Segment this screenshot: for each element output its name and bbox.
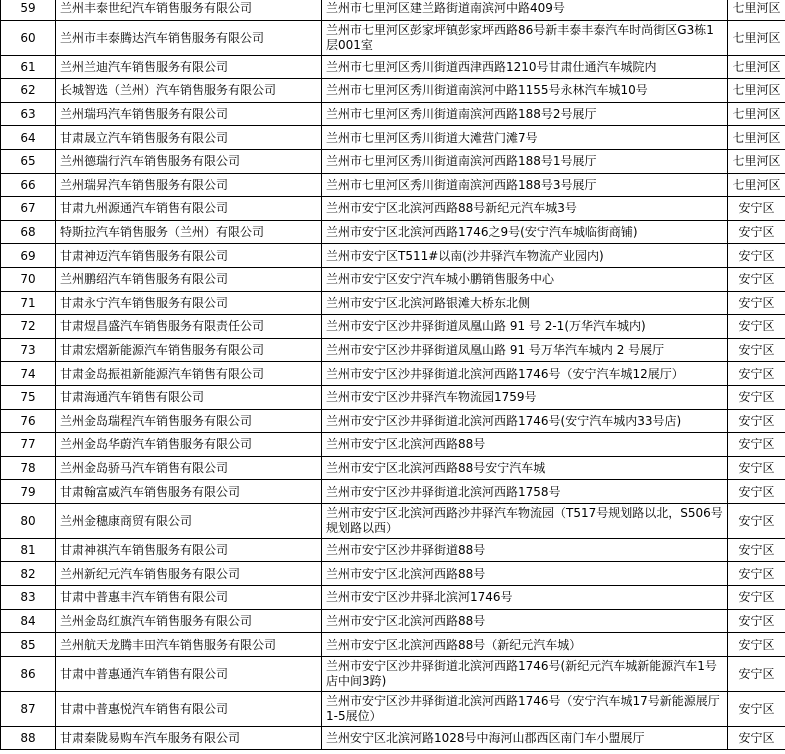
address: 兰州市七里河区秀川街道西津西路1210号甘肃仕通汽车城院内 <box>322 55 728 79</box>
district: 安宁区 <box>728 385 785 409</box>
address: 兰州市安宁区沙井驿街道凤凰山路 91 号 2-1(万华汽车城内) <box>322 315 728 339</box>
company-name: 兰州金岛瑞程汽车销售服务有限公司 <box>56 409 322 433</box>
district: 七里河区 <box>728 0 785 20</box>
district: 安宁区 <box>728 267 785 291</box>
company-name: 甘肃中普惠通汽车销售有限公司 <box>56 656 322 691</box>
address: 兰州市安宁区北滨河西路沙井驿汽车物流园（T517号规划路以北，S506号规划路以西） <box>322 503 728 538</box>
table-row <box>1 173 785 197</box>
address: 兰州市安宁区北滨河西路88号 <box>322 433 728 457</box>
district: 七里河区 <box>728 79 785 103</box>
table-row <box>1 55 785 79</box>
district: 安宁区 <box>728 503 785 538</box>
address: 兰州市七里河区秀川街道大滩营门滩7号 <box>322 126 728 150</box>
row-number: 81 <box>1 538 56 562</box>
table-row <box>1 633 785 657</box>
company-name: 兰州金岛华蔚汽车销售服务有限公司 <box>56 433 322 457</box>
district: 七里河区 <box>728 126 785 150</box>
company-name: 甘肃中普惠悦汽车销售有限公司 <box>56 691 322 726</box>
row-number: 70 <box>1 267 56 291</box>
row-number: 88 <box>1 726 56 750</box>
address: 兰州市安宁区沙井驿街道北滨河西路1746号（安宁汽车城12展厅） <box>322 362 728 386</box>
row-number: 61 <box>1 55 56 79</box>
company-name: 兰州市丰泰腾达汽车销售服务有限公司 <box>56 20 322 55</box>
row-number: 71 <box>1 291 56 315</box>
address: 兰州市七里河区秀川街道南滨河西路188号2号展厅 <box>322 102 728 126</box>
company-name: 甘肃煜昌盛汽车销售服务有限责任公司 <box>56 315 322 339</box>
district: 七里河区 <box>728 102 785 126</box>
district: 安宁区 <box>728 456 785 480</box>
table-row <box>1 79 785 103</box>
company-name: 兰州新纪元汽车销售服务有限公司 <box>56 562 322 586</box>
row-number: 76 <box>1 409 56 433</box>
table-row <box>1 20 785 55</box>
address: 兰州市安宁区沙井驿街道北滨河西路1746号(新纪元汽车城新能源汽车1号店中间3跨) <box>322 656 728 691</box>
table-row <box>1 726 785 750</box>
district: 安宁区 <box>728 726 785 750</box>
table-row <box>1 503 785 538</box>
row-number: 60 <box>1 20 56 55</box>
row-number: 63 <box>1 102 56 126</box>
table-row <box>1 338 785 362</box>
address: 兰州市安宁区安宁汽车城小鹏销售服务中心 <box>322 267 728 291</box>
table-row <box>1 586 785 610</box>
table-row <box>1 126 785 150</box>
address: 兰州市安宁区北滨河西路88号安宁汽车城 <box>322 456 728 480</box>
district: 安宁区 <box>728 244 785 268</box>
company-name: 兰州瑞昇汽车销售服务有限公司 <box>56 173 322 197</box>
row-number: 85 <box>1 633 56 657</box>
district: 安宁区 <box>728 197 785 221</box>
row-number: 74 <box>1 362 56 386</box>
company-name: 兰州航天龙腾丰田汽车销售服务有限公司 <box>56 633 322 657</box>
table-row <box>1 409 785 433</box>
address: 兰州市安宁区沙井驿街道凤凰山路 91 号万华汽车城内 2 号展厅 <box>322 338 728 362</box>
row-number: 75 <box>1 385 56 409</box>
district: 安宁区 <box>728 362 785 386</box>
row-number: 86 <box>1 656 56 691</box>
row-number: 73 <box>1 338 56 362</box>
row-number: 67 <box>1 197 56 221</box>
row-number: 87 <box>1 691 56 726</box>
address: 兰州安宁区北滨河路1028号中海河山郡西区南门车小盟展厅 <box>322 726 728 750</box>
company-name: 兰州瑞玛汽车销售服务有限公司 <box>56 102 322 126</box>
table-row <box>1 102 785 126</box>
address: 兰州市七里河区秀川街道南滨河西路188号3号展厅 <box>322 173 728 197</box>
address: 兰州市七里河区秀川街道南滨河中路1155号永林汽车城10号 <box>322 79 728 103</box>
address: 兰州市安宁区沙井驿街道北滨河西路1746号（安宁汽车城17号新能源展厅1-5展位） <box>322 691 728 726</box>
company-name: 甘肃神迈汽车销售服务有限公司 <box>56 244 322 268</box>
address: 兰州市安宁区北滨河西路88号 <box>322 609 728 633</box>
address: 兰州市安宁区沙井驿街道88号 <box>322 538 728 562</box>
table-row <box>1 149 785 173</box>
district: 安宁区 <box>728 433 785 457</box>
address: 兰州市安宁区北滨河路银滩大桥东北侧 <box>322 291 728 315</box>
row-number: 68 <box>1 220 56 244</box>
address: 兰州市安宁区北滨河西路88号（新纪元汽车城） <box>322 633 728 657</box>
district: 安宁区 <box>728 480 785 504</box>
company-name: 兰州金岛红旗汽车销售服务有限公司 <box>56 609 322 633</box>
row-number: 65 <box>1 149 56 173</box>
company-name: 甘肃秦陇易购车汽车服务有限公司 <box>56 726 322 750</box>
table-row <box>1 362 785 386</box>
row-number: 77 <box>1 433 56 457</box>
table-row <box>1 538 785 562</box>
table-row <box>1 691 785 726</box>
address: 兰州市安宁区沙井驿街道北滨河西路1746号(安宁汽车城内33号店) <box>322 409 728 433</box>
company-name: 甘肃翰富威汽车销售服务有限公司 <box>56 480 322 504</box>
table-row <box>1 562 785 586</box>
table-row <box>1 220 785 244</box>
address: 兰州市安宁区北滨河西路88号新纪元汽车城3号 <box>322 197 728 221</box>
address: 兰州市七里河区彭家坪镇彭家坪西路86号新丰泰丰泰汽车时尚街区G3栋1层001室 <box>322 20 728 55</box>
address: 兰州市安宁区沙井驿北滨河1746号 <box>322 586 728 610</box>
district: 安宁区 <box>728 220 785 244</box>
table-row <box>1 656 785 691</box>
district: 安宁区 <box>728 338 785 362</box>
company-name: 甘肃九州源通汽车销售有限公司 <box>56 197 322 221</box>
row-number: 72 <box>1 315 56 339</box>
district: 安宁区 <box>728 291 785 315</box>
district: 安宁区 <box>728 562 785 586</box>
district: 安宁区 <box>728 691 785 726</box>
table-row <box>1 456 785 480</box>
company-name: 甘肃永宁汽车销售服务有限公司 <box>56 291 322 315</box>
district: 安宁区 <box>728 656 785 691</box>
district: 七里河区 <box>728 149 785 173</box>
district: 安宁区 <box>728 315 785 339</box>
address: 兰州市安宁区沙井驿街道北滨河西路1758号 <box>322 480 728 504</box>
row-number: 69 <box>1 244 56 268</box>
address: 兰州市安宁区北滨河西路88号 <box>322 562 728 586</box>
table-row <box>1 609 785 633</box>
company-name: 甘肃宏熠新能源汽车销售服务有限公司 <box>56 338 322 362</box>
row-number: 59 <box>1 0 56 20</box>
table-row <box>1 385 785 409</box>
address: 兰州市安宁区沙井驿汽车物流园1759号 <box>322 385 728 409</box>
row-number: 83 <box>1 586 56 610</box>
address: 兰州市七里河区秀川街道南滨河西路188号1号展厅 <box>322 149 728 173</box>
company-name: 甘肃中普惠丰汽车销售有限公司 <box>56 586 322 610</box>
company-name: 甘肃晟立汽车销售服务有限公司 <box>56 126 322 150</box>
company-name: 兰州鹏绍汽车销售服务有限公司 <box>56 267 322 291</box>
district: 安宁区 <box>728 538 785 562</box>
row-number: 78 <box>1 456 56 480</box>
table-row <box>1 0 785 20</box>
table-row <box>1 197 785 221</box>
table-row <box>1 480 785 504</box>
company-name: 甘肃海通汽车销售有限公司 <box>56 385 322 409</box>
dealer-table-body <box>1 0 785 750</box>
table-row <box>1 315 785 339</box>
address: 兰州市七里河区建兰路街道南滨河中路409号 <box>322 0 728 20</box>
address: 兰州市安宁区北滨河西路1746之9号(安宁汽车城临街商铺) <box>322 220 728 244</box>
district: 安宁区 <box>728 633 785 657</box>
district: 安宁区 <box>728 409 785 433</box>
company-name: 特斯拉汽车销售服务（兰州）有限公司 <box>56 220 322 244</box>
table-row <box>1 267 785 291</box>
table-row <box>1 433 785 457</box>
row-number: 64 <box>1 126 56 150</box>
district: 安宁区 <box>728 609 785 633</box>
district: 七里河区 <box>728 20 785 55</box>
company-name: 兰州丰泰世纪汽车销售服务有限公司 <box>56 0 322 20</box>
row-number: 62 <box>1 79 56 103</box>
company-name: 甘肃神祺汽车销售服务有限公司 <box>56 538 322 562</box>
company-name: 兰州兰迪汽车销售服务有限公司 <box>56 55 322 79</box>
address: 兰州市安宁区T511#以南(沙井驿汽车物流产业园内) <box>322 244 728 268</box>
district: 七里河区 <box>728 173 785 197</box>
company-name: 长城智选（兰州）汽车销售服务有限公司 <box>56 79 322 103</box>
row-number: 82 <box>1 562 56 586</box>
table-row <box>1 244 785 268</box>
district: 安宁区 <box>728 586 785 610</box>
row-number: 66 <box>1 173 56 197</box>
company-name: 兰州金穗康商贸有限公司 <box>56 503 322 538</box>
table-row <box>1 291 785 315</box>
row-number: 79 <box>1 480 56 504</box>
company-name: 兰州金岛骄马汽车销售有限公司 <box>56 456 322 480</box>
company-name: 甘肃金岛振祖新能源汽车销售有限公司 <box>56 362 322 386</box>
row-number: 80 <box>1 503 56 538</box>
company-name: 兰州德瑞行汽车销售服务有限公司 <box>56 149 322 173</box>
district: 七里河区 <box>728 55 785 79</box>
row-number: 84 <box>1 609 56 633</box>
